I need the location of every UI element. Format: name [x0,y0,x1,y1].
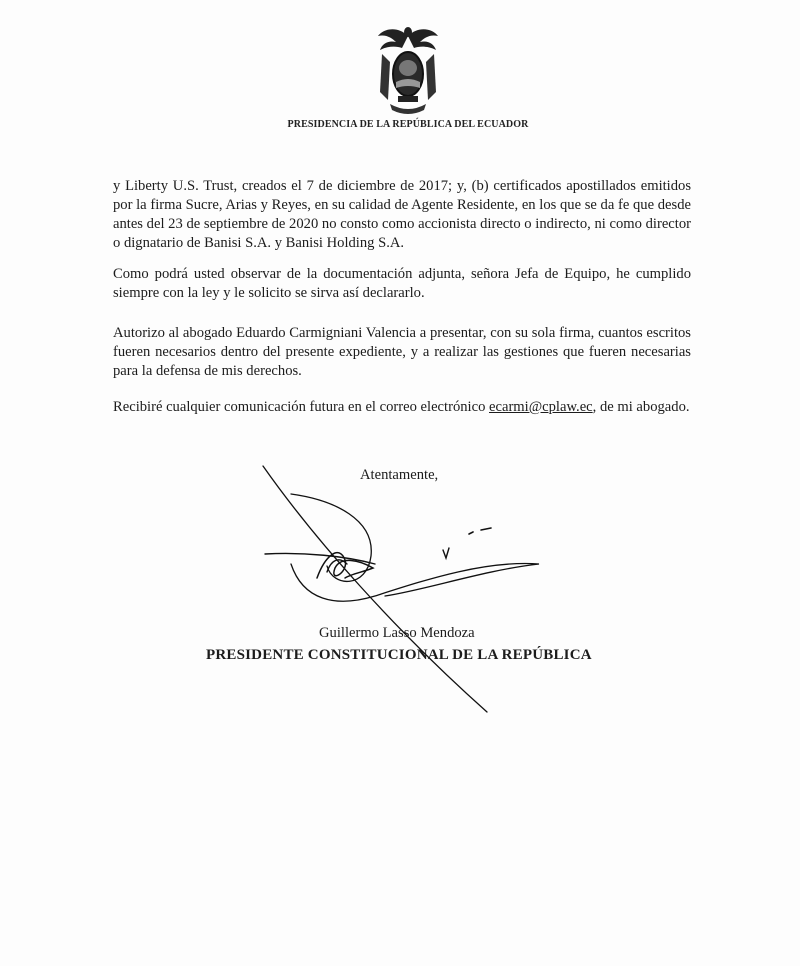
body-paragraph-4 [113,398,691,417]
body-paragraph-1: y Liberty U.S. Trust, creados el 7 de diciembre de 2017; y, (b) certificados apostillados emitidos por la firma Sucre, Arias y Reyes, en su calidad de Agente Residente, en los que se da fe que desde antes del 23 de septiembre de 2020 no consto como accionista directo o indirecto, ni como director o dignatario de Banisi S.A. y Banisi Holding S.A. [113,178,691,251]
paragraph-4-tail: , de mi abogado. [592,399,690,415]
signer-name: Guillermo Lasso Mendoza [319,625,475,641]
signer-title: PRESIDENTE CONSTITUCIONAL DE LA REPÚBLICA [206,647,592,663]
lawyer-email-link[interactable]: ecarmi@cplaw.ec [489,399,593,415]
body-paragraph-2: Como podrá usted observar de la documentación adjunta, señora Jefa de Equipo, he cumplido siempre con la ley y le solicito se sirva así declararlo. [113,266,691,301]
body-paragraph-3: Autorizo al abogado Eduardo Carmigniani Valencia a presentar, con su sola firma, cuantos escritos fueren necesarios dentro del presente expediente, y a realizar las gestiones que fueren necesarias para la defensa de mis derechos. [113,325,691,379]
closing-salutation: Atentamente, [360,467,439,483]
paragraph-4-text: Recibiré cualquier comunicación futura en el correo electrónico [113,399,490,415]
handwritten-signature-icon [255,460,555,720]
ecuador-coat-of-arms-icon [376,22,440,122]
institution-letterhead: PRESIDENCIA DE LA REPÚBLICA DEL ECUADOR [287,119,529,130]
